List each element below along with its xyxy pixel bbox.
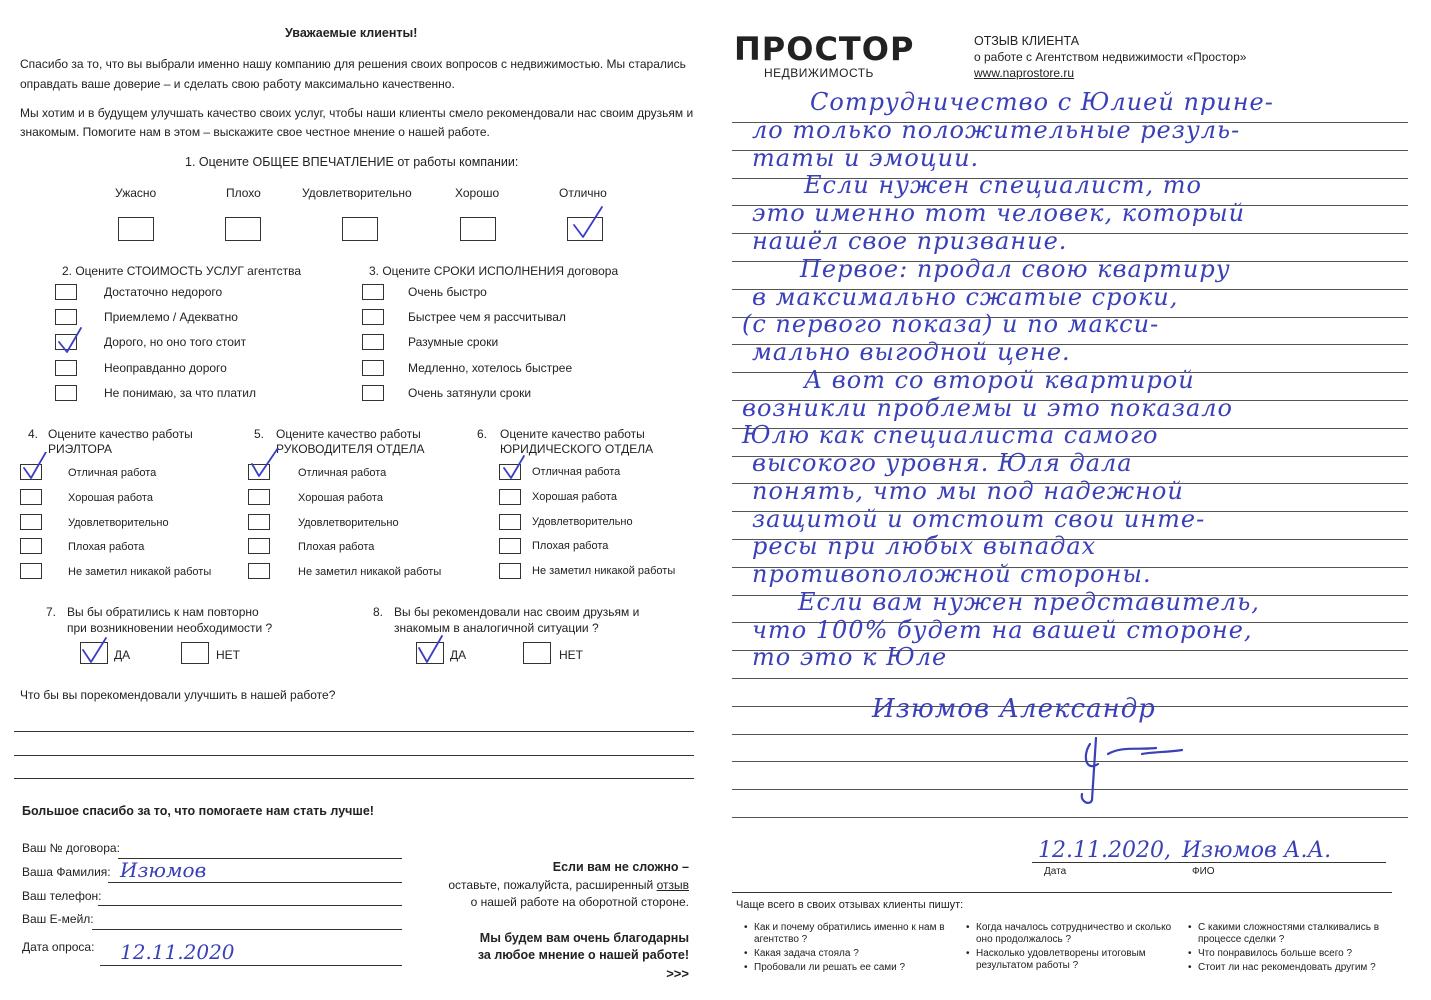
intro-text-1b: оправдать ваше доверие – и сделать свою работу максимально качественно. bbox=[20, 77, 455, 91]
review-line: ресы при любых выпадах bbox=[752, 532, 1097, 560]
review-line: нашёл свое призвание. bbox=[752, 227, 1068, 255]
reviewer-name: Изюмов Александр bbox=[872, 694, 1156, 724]
q6-option: Удовлетворительно bbox=[532, 516, 633, 528]
checkmark-icon bbox=[500, 452, 532, 484]
q4-option: Хорошая работа bbox=[68, 492, 153, 504]
footer-col-3 bbox=[1188, 922, 1408, 976]
q3-checkbox[interactable] bbox=[362, 284, 384, 300]
q8-title: Вы бы рекомендовали нас своим друзьям и bbox=[394, 605, 640, 619]
intro-text-1a: Спасибо за то, что вы выбрали именно нашу компанию для решения своих вопросов с недвижимостью. Мы старались bbox=[20, 57, 686, 71]
survey-page bbox=[0, 0, 712, 1000]
q2-option: Достаточно недорого bbox=[104, 285, 223, 299]
q3-checkbox[interactable] bbox=[362, 309, 384, 325]
phone-label: Ваш телефон: bbox=[22, 889, 102, 903]
q5-checkbox[interactable] bbox=[248, 489, 270, 505]
footer-col-2 bbox=[966, 922, 1176, 974]
hint-item: • Какая задача стояла ? bbox=[744, 948, 954, 960]
q5-option: Не заметил никакой работы bbox=[298, 566, 442, 578]
q4-option: Удовлетворительно bbox=[68, 517, 169, 529]
review-line: ло только положительные резуль- bbox=[752, 116, 1241, 144]
q5-title: Оцените качество работы bbox=[276, 427, 421, 441]
review-line: Если вам нужен представитель, bbox=[798, 588, 1260, 616]
q1-checkbox-bad[interactable] bbox=[225, 217, 261, 241]
thanks-text: Большое спасибо за то, что помогаете нам стать лучше! bbox=[22, 804, 374, 818]
review-line: таты и эмоции. bbox=[752, 144, 980, 172]
q4-number: 4. bbox=[28, 427, 39, 441]
q6-checkbox[interactable] bbox=[499, 538, 521, 554]
footer-divider bbox=[732, 892, 1392, 893]
q1-option-label: Удовлетворительно bbox=[302, 186, 412, 200]
improve-question: Что бы вы порекомендовали улучшить в нашей работе? bbox=[20, 688, 336, 702]
cta-line-2 bbox=[448, 878, 689, 892]
q2-checkbox[interactable] bbox=[55, 284, 77, 300]
q5-checkbox[interactable] bbox=[248, 514, 270, 530]
q6-checkbox[interactable] bbox=[499, 489, 521, 505]
q7-title: Вы бы обратились к нам повторно bbox=[67, 605, 259, 619]
q6-checkbox[interactable] bbox=[499, 563, 521, 579]
review-line: защитой и отстоит свои инте- bbox=[752, 505, 1206, 533]
q4-checkbox[interactable] bbox=[20, 489, 42, 505]
cta-line-3: о нашей работе на оборотной стороне. bbox=[470, 895, 689, 909]
review-line: понять, что мы под надежной bbox=[752, 477, 1184, 505]
q2-option: Приемлемо / Адекватно bbox=[104, 310, 238, 324]
q1-option-label: Хорошо bbox=[455, 186, 500, 200]
date-value: 12.11.2020 bbox=[120, 940, 235, 964]
date-written: 12.11.2020, bbox=[1038, 838, 1171, 863]
checkmark-icon bbox=[248, 448, 280, 480]
q1-option-label: Плохо bbox=[226, 186, 261, 200]
q4-checkbox[interactable] bbox=[20, 538, 42, 554]
review-line: что 100% будет на вашей стороне, bbox=[752, 616, 1253, 644]
q2-checkbox[interactable] bbox=[55, 385, 77, 401]
q8-yes-label: ДА bbox=[450, 648, 467, 662]
answer-line[interactable] bbox=[14, 778, 694, 779]
q1-option-label: Ужасно bbox=[115, 186, 157, 200]
cta-line-1: Если вам не сложно – bbox=[552, 860, 689, 874]
q1-checkbox-terrible[interactable] bbox=[118, 217, 154, 241]
surname-label: Ваша Фамилия: bbox=[22, 865, 111, 879]
hint-item: • Стоит ли нас рекомендовать другим ? bbox=[1188, 962, 1408, 974]
review-title: ОТЗЫВ КЛИЕНТА bbox=[974, 34, 1080, 48]
q2-checkbox[interactable] bbox=[55, 309, 77, 325]
q4-checkbox[interactable] bbox=[20, 563, 42, 579]
q5-subtitle: РУКОВОДИТЕЛЯ ОТДЕЛА bbox=[276, 442, 425, 456]
date-caption: Дата bbox=[1044, 866, 1067, 877]
review-line: Если нужен специалист, то bbox=[804, 171, 1202, 199]
q3-option: Медленно, хотелось быстрее bbox=[408, 361, 573, 375]
checkmark-icon bbox=[80, 636, 112, 668]
hint-item: • Пробовали ли решать ее сами ? bbox=[744, 962, 954, 974]
fio-written: Изюмов А.А. bbox=[1182, 838, 1332, 863]
q4-subtitle: РИЭЛТОРА bbox=[48, 442, 113, 456]
q1-option-label: Отлично bbox=[559, 186, 607, 200]
company-logo: ПРОСТОР bbox=[734, 30, 915, 68]
review-page bbox=[712, 0, 1431, 1000]
contract-label: Ваш № договора: bbox=[22, 841, 120, 855]
q6-option: Отличная работа bbox=[532, 466, 621, 478]
q4-option: Отличная работа bbox=[68, 467, 157, 479]
q3-checkbox[interactable] bbox=[362, 360, 384, 376]
review-line: возникли проблемы и это показало bbox=[742, 394, 1233, 422]
review-line: (с первого показа) и по макси- bbox=[742, 310, 1160, 338]
q3-option: Быстрее чем я рассчитывал bbox=[408, 310, 566, 324]
checkmark-icon bbox=[20, 452, 52, 484]
q6-title: Оцените качество работы bbox=[500, 427, 645, 441]
q5-number: 5. bbox=[254, 427, 265, 441]
date-field[interactable] bbox=[100, 965, 402, 966]
answer-line[interactable] bbox=[14, 731, 694, 732]
q4-option: Не заметил никакой работы bbox=[68, 566, 212, 578]
email-field[interactable] bbox=[92, 929, 402, 930]
review-line: мально выгодной цене. bbox=[752, 338, 1071, 366]
q8-no-checkbox[interactable] bbox=[523, 642, 551, 664]
review-line: противоположной стороны. bbox=[752, 560, 1152, 588]
date-fio-line bbox=[1032, 862, 1386, 863]
surname-value: Изюмов bbox=[120, 858, 207, 882]
review-line: то это к Юле bbox=[752, 643, 948, 671]
review-line: Первое: продал свою квартиру bbox=[800, 255, 1231, 283]
q5-option: Отличная работа bbox=[298, 467, 387, 479]
q4-option: Плохая работа bbox=[68, 541, 145, 553]
cta-line-2-text: оставьте, пожалуйста, расширенный bbox=[448, 878, 654, 892]
hint-item: • С какими сложностями сталкивались в процессе сделки ? bbox=[1188, 922, 1408, 946]
q2-option: Дорого, но оно того стоит bbox=[104, 335, 247, 349]
q6-option: Хорошая работа bbox=[532, 491, 617, 503]
checkmark-icon bbox=[570, 205, 606, 241]
intro-text-2b: знакомым. Помогите нам в этом – выскажите свое честное мнение о нашей работе. bbox=[20, 125, 490, 139]
q4-checkbox[interactable] bbox=[20, 514, 42, 530]
hint-item: • Как и почему обратились именно к нам в агентство ? bbox=[744, 922, 954, 946]
checkmark-icon bbox=[416, 634, 448, 666]
q3-option: Очень быстро bbox=[408, 285, 487, 299]
q5-option: Хорошая работа bbox=[298, 492, 383, 504]
intro-text-2a: Мы хотим и в будущем улучшать качество своих услуг, чтобы наши клиенты смело рекомендовали нас своим друзьям и bbox=[20, 106, 694, 120]
q7-yes-label: ДА bbox=[114, 648, 131, 662]
q5-option: Удовлетворительно bbox=[298, 517, 399, 529]
q2-option: Неоправданно дорого bbox=[104, 361, 227, 375]
surname-field[interactable] bbox=[108, 882, 402, 883]
q7-subtitle: при возникновении необходимости ? bbox=[67, 621, 273, 635]
review-link[interactable]: отзыв bbox=[656, 878, 689, 892]
q3-title: 3. Оцените СРОКИ ИСПОЛНЕНИЯ договора bbox=[369, 264, 619, 278]
fio-caption: ФИО bbox=[1192, 866, 1215, 877]
q2-option: Не понимаю, за что платил bbox=[104, 386, 257, 400]
q1-title: 1. Оцените ОБЩЕЕ ВПЕЧАТЛЕНИЕ от работы компании: bbox=[185, 155, 519, 169]
q7-no-label: НЕТ bbox=[216, 648, 240, 662]
q1-checkbox-good[interactable] bbox=[460, 217, 496, 241]
phone-field[interactable] bbox=[98, 905, 402, 906]
q6-option: Не заметил никакой работы bbox=[532, 565, 676, 577]
cta-line-4: Мы будем вам очень благодарны bbox=[479, 931, 689, 945]
ruled-line bbox=[732, 678, 1408, 679]
company-logo-sub: НЕДВИЖИМОСТЬ bbox=[764, 66, 874, 80]
q8-no-label: НЕТ bbox=[559, 648, 583, 662]
q6-option: Плохая работа bbox=[532, 540, 609, 552]
review-line: это именно тот человек, который bbox=[752, 199, 1246, 227]
review-line: в максимально сжатые сроки, bbox=[752, 283, 1179, 311]
q3-checkbox[interactable] bbox=[362, 334, 384, 350]
q8-subtitle: знакомым в аналогичной ситуации ? bbox=[394, 621, 599, 635]
q3-option: Очень затянули сроки bbox=[408, 386, 532, 400]
q5-checkbox[interactable] bbox=[248, 563, 270, 579]
q6-number: 6. bbox=[477, 427, 488, 441]
q7-number: 7. bbox=[46, 605, 57, 619]
review-line: высокого уровня. Юля дала bbox=[752, 449, 1133, 477]
q3-option: Разумные сроки bbox=[408, 335, 499, 349]
footer-title: Чаще всего в своих отзывах клиенты пишут: bbox=[736, 899, 964, 911]
review-subtitle: о работе с Агентством недвижимости «Простор» bbox=[974, 50, 1247, 64]
review-line: А вот со второй квартирой bbox=[804, 366, 1195, 394]
ruled-line bbox=[732, 817, 1408, 818]
cta-line-5: за любое мнение о нашей работе! bbox=[477, 948, 689, 962]
survey-heading: Уважаемые клиенты! bbox=[285, 26, 418, 40]
q3-checkbox[interactable] bbox=[362, 385, 384, 401]
hint-item: • Когда началось сотрудничество и сколько оно продолжалось ? bbox=[966, 922, 1176, 946]
q8-number: 8. bbox=[373, 605, 384, 619]
ruled-line bbox=[732, 734, 1408, 735]
footer-col-1 bbox=[744, 922, 954, 976]
email-label: Ваш Е-мейл: bbox=[22, 912, 94, 926]
checkmark-icon bbox=[55, 326, 87, 358]
q5-option: Плохая работа bbox=[298, 541, 375, 553]
hint-item: • Что понравилось больше всего ? bbox=[1188, 948, 1408, 960]
signature-icon bbox=[1052, 736, 1192, 806]
q1-checkbox-satisfactory[interactable] bbox=[342, 217, 378, 241]
review-line: Сотрудничество с Юлией прине- bbox=[810, 88, 1274, 116]
q4-title: Оцените качество работы bbox=[48, 427, 193, 441]
company-url[interactable]: www.naprostore.ru bbox=[974, 66, 1075, 80]
arrows-icon: >>> bbox=[666, 966, 689, 981]
q2-checkbox[interactable] bbox=[55, 360, 77, 376]
date-label: Дата опроса: bbox=[22, 940, 95, 954]
q7-no-checkbox[interactable] bbox=[181, 642, 209, 664]
answer-line[interactable] bbox=[14, 755, 694, 756]
hint-item: • Насколько удовлетворены итоговым результатом работы ? bbox=[966, 948, 1176, 972]
q6-subtitle: ЮРИДИЧЕСКОГО ОТДЕЛА bbox=[500, 442, 654, 456]
q2-title: 2. Оцените СТОИМОСТЬ УСЛУГ агентства bbox=[62, 264, 302, 278]
q5-checkbox[interactable] bbox=[248, 538, 270, 554]
q6-checkbox[interactable] bbox=[499, 514, 521, 530]
review-line: Юлю как специалиста самого bbox=[742, 421, 1159, 449]
